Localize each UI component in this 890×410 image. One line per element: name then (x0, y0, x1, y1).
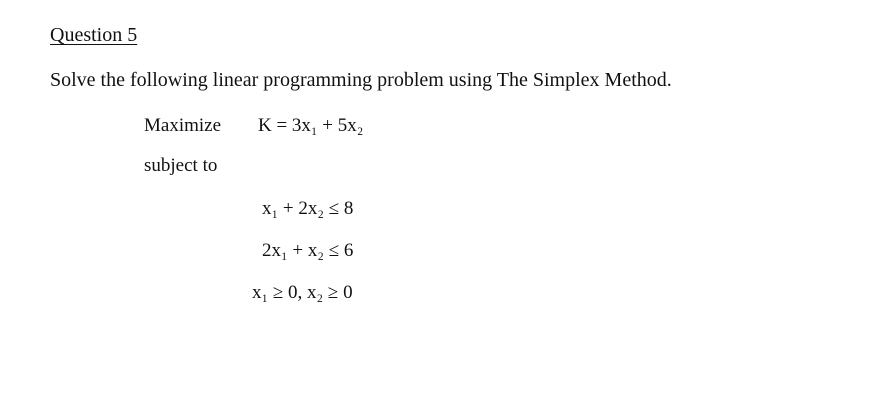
question-instruction: Solve the following linear programming problem using The Simplex Method. (50, 69, 672, 91)
non-negativity-constraint: x₁ ≥ 0, x₂ ≥ 0 (252, 282, 353, 303)
subject-to-label: subject to (144, 155, 218, 176)
constraint-1: x₁ + 2x₂ ≤ 8 (262, 198, 354, 219)
objective-label: Maximize (144, 115, 222, 136)
question-heading: Question 5 (50, 24, 138, 46)
objective-function: K = 3x₁ + 5x₂ (258, 115, 364, 136)
constraint-2: 2x₁ + x₂ ≤ 6 (262, 240, 354, 261)
